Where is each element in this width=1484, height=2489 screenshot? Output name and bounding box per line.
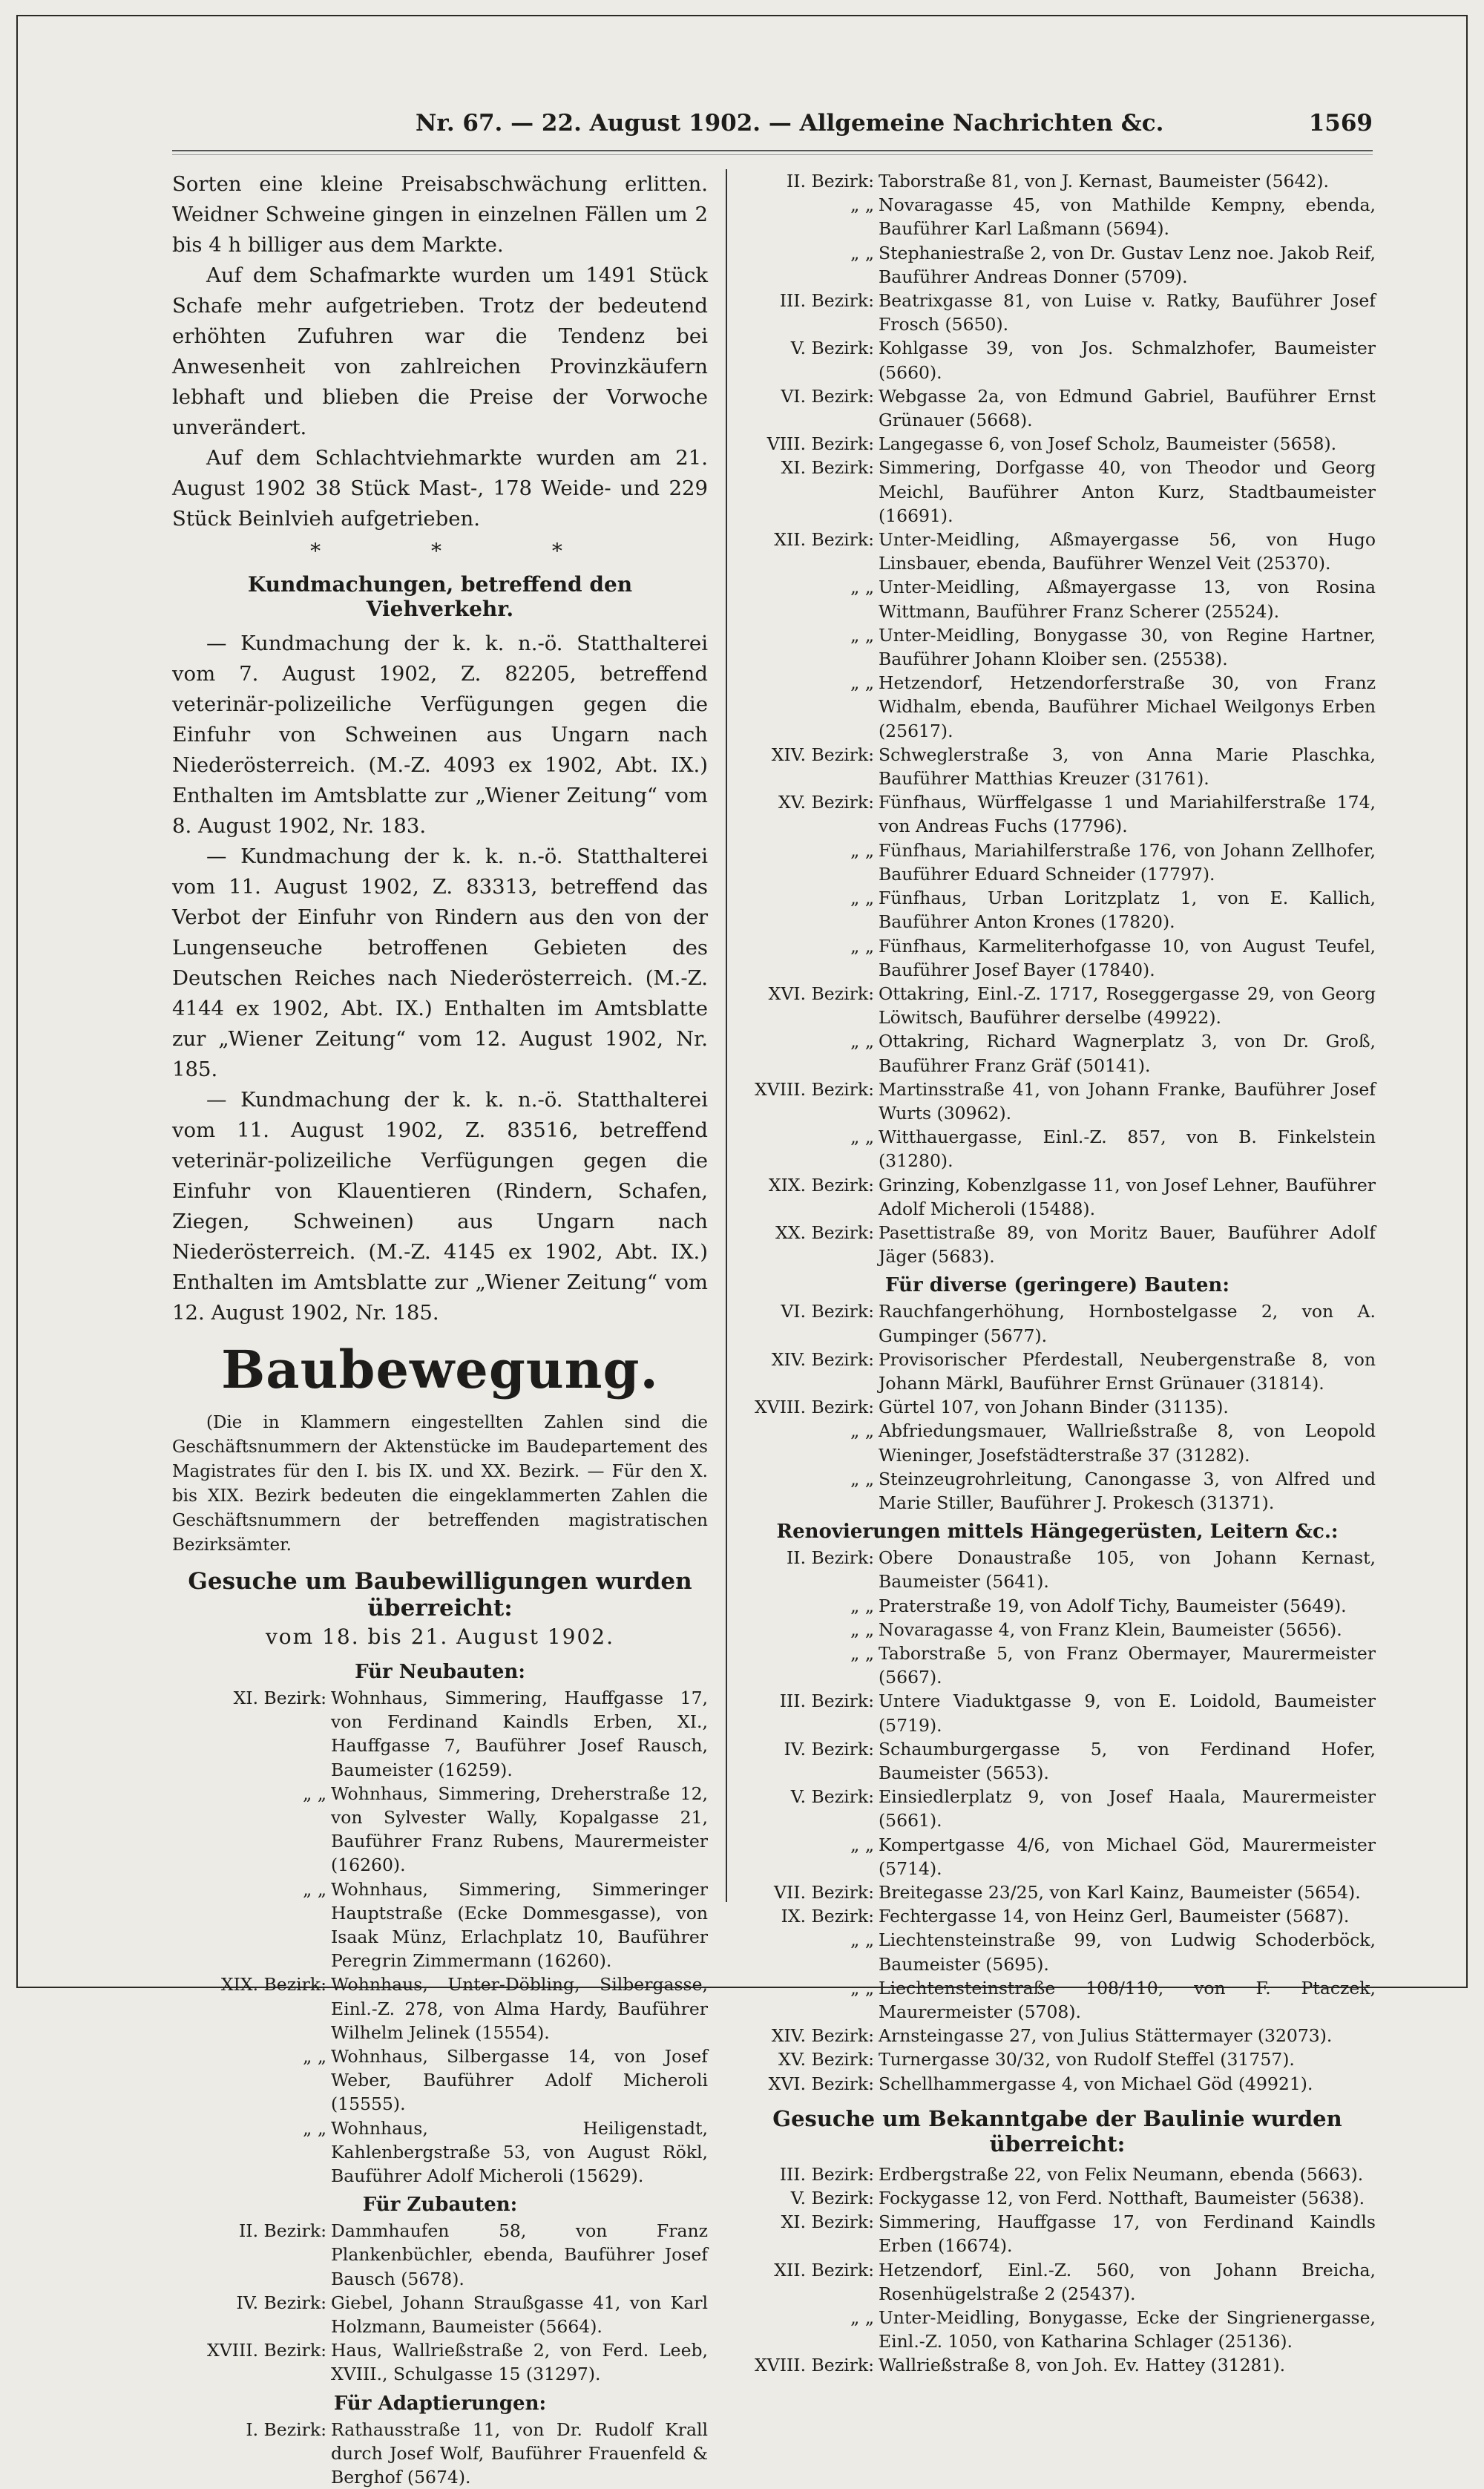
neubauten-list — [172, 1686, 708, 2188]
list-item: XII. Bezirk: Hetzendorf, Einl.-Z. 560, von Johann Breicha, Rosenhügelstraße 2 (25437). — [774, 2259, 1376, 2304]
page-header — [416, 110, 1373, 137]
zubauten-list — [172, 2219, 708, 2386]
neubauten-continued-list — [739, 169, 1376, 1268]
list-item: IX. Bezirk: Fechtergasse 14, von Heinz Gerl, Baumeister (5687). — [781, 1906, 1350, 1927]
section-title: Baubewegung. — [221, 1339, 659, 1400]
list-item: V. Bezirk: Einsiedlerplatz 9, von Josef Haala, Maurermeister (5661). — [790, 1786, 1376, 1832]
list-item: XI. Bezirk: Simmering, Hauffgasse 17, von Ferdinand Kaindls Erben (16674). — [781, 2211, 1376, 2257]
list-item: XI. Bezirk: Simmering, Dorfgasse 40, von Theodor und Georg Meichl, Bauführer Anton Kurz, Stadtbaumeister (16691). — [781, 457, 1376, 526]
list-item: I. Bezirk: Rathausstraße 11, von Dr. Rudolf Krall durch Josef Wolf, Bauführer Frauenfeld & Berghof (5674). — [246, 2419, 708, 2488]
list-item: XIX. Bezirk: Wohnhaus, Unter-Döbling, Silbergasse, Einl.-Z. 278, von Alma Hardy, Bauführer Wilhelm Jelinek (15554). — [220, 1974, 708, 2043]
category-heading: Für Neubauten: — [355, 1661, 525, 1683]
list-item: XV. Bezirk: Fünfhaus, Würffelgasse 1 und Mariahilferstraße 174, von Andreas Fuchs (17796). — [778, 792, 1376, 837]
list-item: XIV. Bezirk: Arnsteingasse 27, von Julius Stättermayer (32073). — [771, 2025, 1333, 2047]
list-item: „ „ Witthauergasse, Einl.-Z. 857, von B. Finkelstein (31280). — [850, 1127, 1376, 1172]
list-item: XIV. Bezirk: Schweglerstraße 3, von Anna Marie Plaschka, Bauführer Matthias Kreuzer (31761). — [771, 744, 1376, 790]
list-item: XIV. Bezirk: Provisorischer Pferdestall, Neubergenstraße 8, von Johann Märkl, Bauführer Ernst Grünauer (31814). — [771, 1348, 1376, 1394]
section-note: (Die in Klammern eingestellten Zahlen sind die Geschäftsnummern der Aktenstücke im Baudepartement des Magistrates für den I. bis IX. und XX. Bezirk. — Für den X. bis XIX. Bezirk bedeuten die eingeklammerten Zahlen die Geschäftsnummern der betreffenden magistratischen Bezirksämter. — [172, 1413, 708, 1555]
list-item: XIX. Bezirk: Grinzing, Kobenzlgasse 11, von Josef Lehner, Bauführer Adolf Micheroli (15488). — [768, 1174, 1376, 1219]
right-column — [739, 169, 1376, 2378]
column-divider — [726, 169, 727, 1902]
paragraph: — Kundmachung der k. k. n.-ö. Statthalterei vom 7. August 1902, Z. 82205, betreffend veterinär-polizeiliche Verfügungen gegen die Einfuhr von Schweinen aus Ungarn nach Niederösterreich. (M.-Z. 4093 ex 1902, Abt. IX.) Enthalten im Amtsblatte zur „Wiener Zeitung“ vom 8. August 1902, Nr. 183. — [172, 632, 708, 838]
list-item: „ „ Taborstraße 5, von Franz Obermayer, Maurermeister (5667). — [850, 1642, 1376, 1688]
list-item: IV. Bezirk: Giebel, Johann Straußgasse 41, von Karl Holzmann, Baumeister (5664). — [236, 2292, 708, 2338]
subsection-heading: Gesuche um Bekanntgabe der Baulinie wurden überreicht: — [772, 2105, 1342, 2157]
subsection-heading: Gesuche um Baubewilligungen wurden überreicht: — [188, 1568, 692, 1621]
category-heading: Renovierungen mittels Hängegerüsten, Leitern &c.: — [776, 1521, 1339, 1544]
list-item: II. Bezirk: Taborstraße 81, von J. Kernast, Baumeister (5642). — [787, 171, 1330, 191]
list-item: XVIII. Bezirk: Martinsstraße 41, von Johann Franke, Bauführer Josef Wurts (30962). — [755, 1078, 1376, 1124]
list-item: III. Bezirk: Untere Viaduktgasse 9, von E. Loidold, Baumeister (5719). — [779, 1691, 1376, 1736]
category-heading: Für diverse (geringere) Bauten: — [885, 1274, 1229, 1297]
list-item: XII. Bezirk: Unter-Meidling, Aßmayergasse 56, von Hugo Linsbauer, ebenda, Bauführer Wenzel Veit (25370). — [774, 529, 1376, 574]
list-item: VII. Bezirk: Breitegasse 23/25, von Karl Kainz, Baumeister (5654). — [774, 1882, 1361, 1903]
list-item: XV. Bezirk: Turnergasse 30/32, von Rudolf Steffel (31757). — [778, 2049, 1295, 2070]
list-item: „ „ Wohnhaus, Heiligenstadt, Kahlenbergstraße 53, von August Rökl, Bauführer Adolf Micheroli (15629). — [303, 2117, 708, 2187]
list-item: VIII. Bezirk: Langegasse 6, von Josef Scholz, Baumeister (5658). — [766, 433, 1337, 455]
list-item: „ „ Fünfhaus, Urban Loritzplatz 1, von E. Kallich, Bauführer Anton Krones (17820). — [850, 888, 1376, 933]
list-item: XVI. Bezirk: Schellhammergasse 4, von Michael Göd (49921). — [768, 2073, 1313, 2094]
list-item: XX. Bezirk: Pasettistraße 89, von Moritz Bauer, Bauführer Adolf Jäger (5683). — [775, 1221, 1376, 1268]
list-item: III. Bezirk: Beatrixgasse 81, von Luise v. Ratky, Bauführer Josef Frosch (5650). — [779, 290, 1376, 335]
list-item: „ „ Fünfhaus, Mariahilferstraße 176, von Johann Zellhofer, Bauführer Eduard Schneider (17797). — [850, 839, 1376, 885]
list-item: „ „ Stephaniestraße 2, von Dr. Gustav Lenz noe. Jakob Reif, Bauführer Andreas Donner (5709). — [850, 242, 1376, 287]
list-item: „ „ Liechtensteinstraße 108/110, von F. Ptaczek, Maurermeister (5708). — [850, 1977, 1376, 2023]
list-item: XVIII. Bezirk: Wallrießstraße 8, von Joh. Ev. Hattey (31281). — [755, 2355, 1286, 2376]
list-item: „ „ Unter-Meidling, Bonygasse, Ecke der Singrienergasse, Einl.-Z. 1050, von Katharina Schlager (25136). — [850, 2307, 1376, 2352]
paragraph: — Kundmachung der k. k. n.-ö. Statthalterei vom 11. August 1902, Z. 83516, betreffend veterinär-polizeiliche Verfügungen gegen die Einfuhr von Klauentieren (Rindern, Schafen, Ziegen, Schweinen) aus Ungarn nach Niederösterreich. (M.-Z. 4145 ex 1902, Abt. IX.) Enthalten im Amtsblatte zur „Wiener Zeitung“ vom 12. August 1902, Nr. 185. — [172, 1088, 708, 1325]
list-item: „ „ Wohnhaus, Simmering, Simmeringer Hauptstraße (Ecke Dommesgasse), von Isaak Münz, Erlachplatz 10, Bauführer Peregrin Zimmermann (16260). — [303, 1878, 708, 1972]
list-item: IV. Bezirk: Schaumburgergasse 5, von Ferdinand Hofer, Baumeister (5653). — [784, 1738, 1376, 1783]
section-heading: Kundmachungen, betreffend den Viehverkehr. — [247, 572, 633, 621]
list-item: XI. Bezirk: Wohnhaus, Simmering, Hauffgasse 17, von Ferdinand Kaindls Erben, XI., Hauffgasse 7, Bauführer Josef Rausch, Baumeister (16259). — [233, 1688, 708, 1780]
baulinie-list — [739, 2162, 1376, 2378]
paragraph: Auf dem Schlachtviehmarkte wurden am 21. August 1902 38 Stück Mast-, 178 Weide- und 229 Stück Beinlvieh aufgetrieben. — [172, 446, 708, 531]
section-separator: * * * — [310, 539, 614, 563]
list-item: „ „ Unter-Meidling, Bonygasse 30, von Regine Hartner, Bauführer Johann Kloiber sen. (25538). — [850, 624, 1376, 670]
list-item: „ „ Steinzeugrohrleitung, Canongasse 3, von Alfred und Marie Stiller, Bauführer J. Prokesch (31371). — [850, 1468, 1376, 1513]
adaptierungen-list — [172, 2418, 708, 2489]
list-item: „ „ Abfriedungsmauer, Wallrießstraße 8, von Leopold Wieninger, Josefstädterstraße 37 (31282). — [850, 1420, 1376, 1466]
paragraph: Auf dem Schafmarkte wurden um 1491 Stück Schafe mehr aufgetrieben. Trotz der bedeutend erhöhten Zufuhren war die Tendenz bei Anwesenheit von zahlreichen Provinzkäufern lebhaft und blieben die Preise der Vorwoche unverändert. — [172, 263, 708, 439]
list-item: V. Bezirk: Fockygasse 12, von Ferd. Notthaft, Baumeister (5638). — [790, 2188, 1365, 2209]
list-item: XVIII. Bezirk: Haus, Wallrießstraße 2, von Ferd. Leeb, XVIII., Schulgasse 15 (31297). — [207, 2340, 708, 2385]
list-item: „ „ Fünfhaus, Karmeliterhofgasse 10, von August Teufel, Bauführer Josef Bayer (17840). — [850, 935, 1376, 980]
list-item: II. Bezirk: Dammhaufen 58, von Franz Plankenbüchler, ebenda, Bauführer Josef Bausch (5678). — [239, 2220, 708, 2289]
header-rule — [172, 150, 1373, 151]
list-item: „ „ Liechtensteinstraße 99, von Ludwig Schoderböck, Baumeister (5695). — [850, 1929, 1376, 1975]
list-item: „ „ Wohnhaus, Silbergasse 14, von Josef Weber, Bauführer Adolf Micheroli (15555). — [303, 2046, 708, 2115]
page-number: 1569 — [1308, 110, 1373, 137]
list-item: V. Bezirk: Kohlgasse 39, von Jos. Schmalzhofer, Baumeister (5660). — [790, 338, 1376, 383]
list-item: III. Bezirk: Erdbergstraße 22, von Felix Neumann, ebenda (5663). — [779, 2163, 1364, 2185]
list-item: XVIII. Bezirk: Gürtel 107, von Johann Binder (31135). — [755, 1397, 1229, 1418]
category-heading: Für Zubauten: — [362, 2194, 518, 2217]
diverse-list — [739, 1299, 1376, 1515]
list-item: „ „ Ottakring, Richard Wagnerplatz 3, von Dr. Groß, Bauführer Franz Gräf (50141). — [850, 1031, 1376, 1076]
renovierungen-list — [739, 1546, 1376, 2096]
list-item: VI. Bezirk: Rauchfangerhöhung, Hornbostelgasse 2, von A. Gumpinger (5677). — [781, 1301, 1376, 1346]
list-item: XVI. Bezirk: Ottakring, Einl.-Z. 1717, Roseggergasse 29, von Georg Löwitsch, Bauführer derselbe (49922). — [768, 983, 1376, 1029]
paragraph: Sorten eine kleine Preisabschwächung erlitten. Weidner Schweine gingen in einzelnen Fällen um 2 bis 4 h billiger aus dem Markte. — [172, 172, 708, 257]
subsection-date: vom 18. bis 21. August 1902. — [265, 1624, 615, 1649]
list-item: „ „ Wohnhaus, Simmering, Dreherstraße 12, von Sylvester Wally, Kopalgasse 21, Bauführer Franz Rubens, Maurermeister (16260). — [303, 1783, 708, 1876]
list-item: „ „ Unter-Meidling, Aßmayergasse 13, von Rosina Wittmann, Bauführer Franz Scherer (25524). — [850, 577, 1376, 622]
paragraph: — Kundmachung der k. k. n.-ö. Statthalterei vom 11. August 1902, Z. 83313, betreffend das Verbot der Einfuhr von Rindern aus den von der Lungenseuche betroffenen Gebieten des Deutschen Reiches nach Niederösterreich. (M.-Z. 4144 ex 1902, Abt. IX.) Enthalten im Amtsblatte zur „Wiener Zeitung“ vom 12. August 1902, Nr. 185. — [172, 845, 708, 1081]
left-column — [172, 169, 708, 2489]
list-item: II. Bezirk: Obere Donaustraße 105, von Johann Kernast, Baumeister (5641). — [787, 1547, 1376, 1593]
header-rule-thin — [172, 154, 1373, 155]
list-item: VI. Bezirk: Webgasse 2a, von Edmund Gabriel, Bauführer Ernst Grünauer (5668). — [781, 385, 1376, 431]
list-item: „ „ Praterstraße 19, von Adolf Tichy, Baumeister (5649). — [850, 1595, 1347, 1616]
list-item: „ „ Novaragasse 4, von Franz Klein, Baumeister (5656). — [850, 1619, 1342, 1640]
list-item: „ „ Novaragasse 45, von Mathilde Kempny, ebenda, Bauführer Karl Laßmann (5694). — [850, 194, 1376, 240]
list-item: „ „ Kompertgasse 4/6, von Michael Göd, Maurermeister (5714). — [850, 1834, 1376, 1879]
category-heading: Für Adaptierungen: — [333, 2392, 547, 2415]
header-text: Nr. 67. — 22. August 1902. — Allgemeine Nachrichten &c. — [416, 110, 1164, 137]
list-item: „ „ Hetzendorf, Hetzendorferstraße 30, von Franz Widhalm, ebenda, Bauführer Michael Weilgonys Erben (25617). — [850, 672, 1376, 741]
